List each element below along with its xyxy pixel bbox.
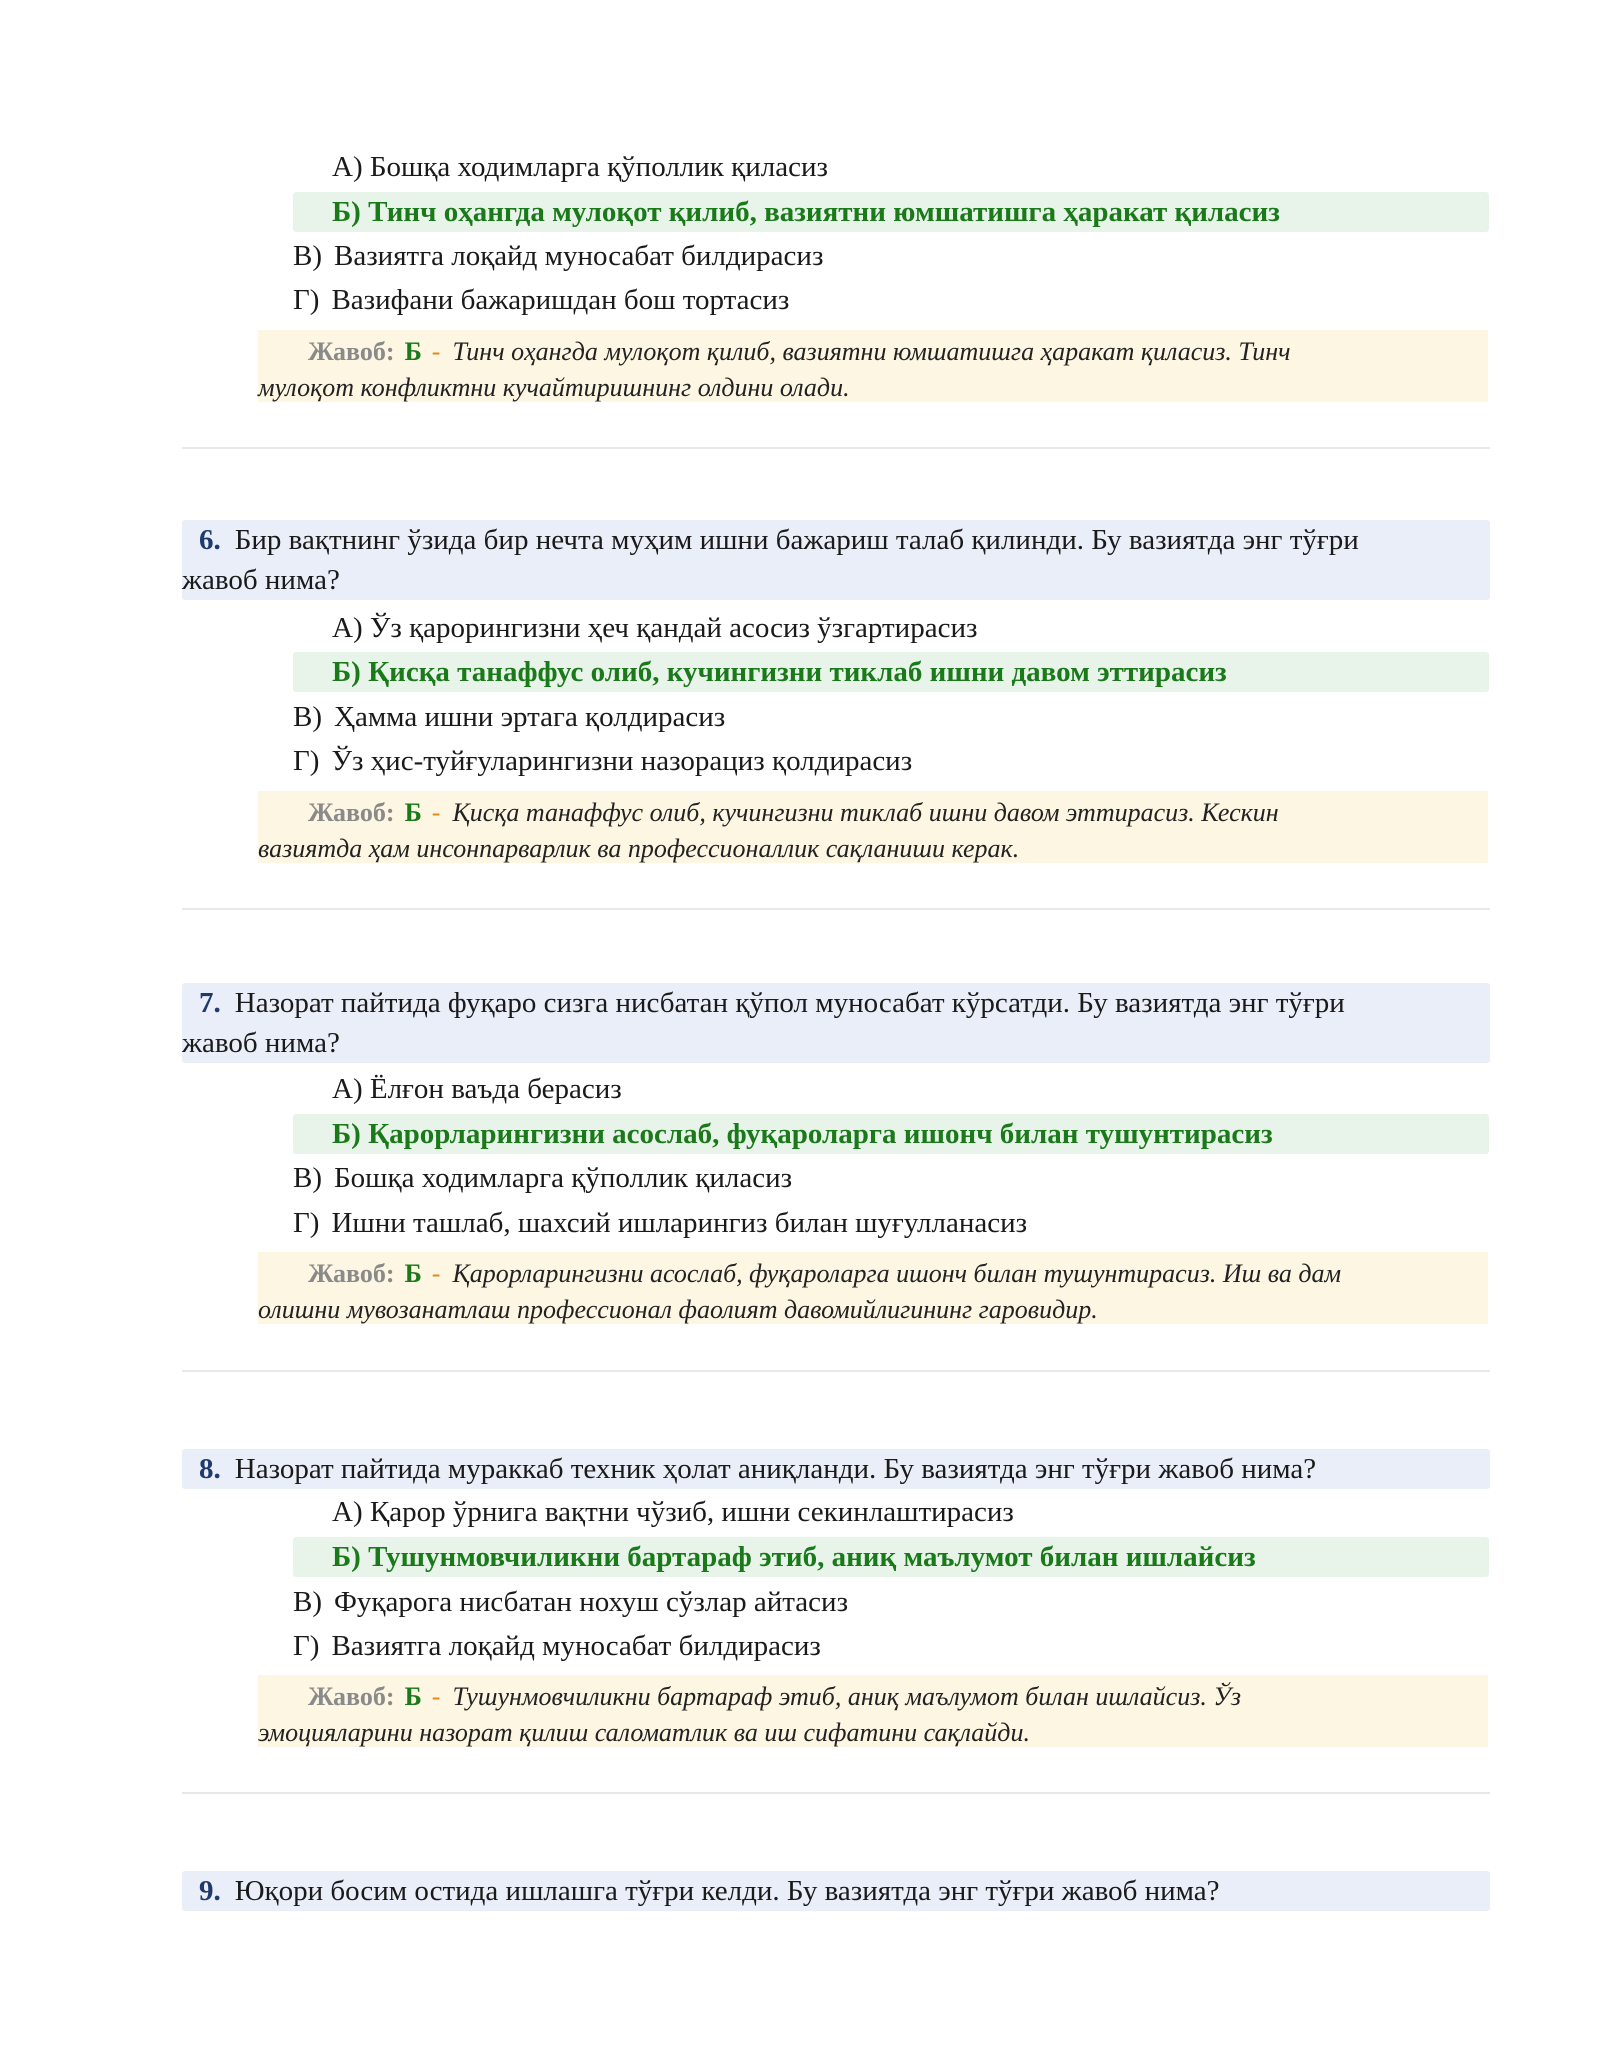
answer-letter: Б (404, 1682, 422, 1711)
option-letter: В) (293, 701, 322, 733)
option-text: Ишни ташлаб, шахсий ишларингиз билан шуғулланасиз (331, 1207, 1028, 1239)
option-g (293, 1203, 1027, 1243)
answer-text-line1: Қисқа танаффус олиб, кучингизни тиклаб ишни давом эттирасиз. Кескин (452, 798, 1279, 827)
question-number: 6. (199, 524, 221, 556)
option-a (332, 1492, 1014, 1532)
question-text-line1: Назорат пайтида фуқаро сизга нисбатан қўпол муносабат кўрсатди. Бу вазиятда энг тўғри (234, 987, 1345, 1019)
option-letter: Г) (293, 1630, 320, 1662)
option-a (332, 608, 977, 648)
answer-text-line2: эмоцияларини назорат қилиш саломатлик ва иш сифатини сақлайди. (258, 1718, 1030, 1747)
option-text: А) Бошқа ходимларга қўполлик қиласиз (332, 151, 828, 183)
option-text: Фуқарога нисбатан нохуш сўзлар айтасиз (334, 1586, 849, 1618)
option-v (293, 1158, 792, 1198)
option-g (293, 1626, 821, 1666)
question-text-line1: Назорат пайтида мураккаб техник ҳолат аниқланди. Бу вазиятда энг тўғри жавоб нима? (234, 1453, 1317, 1485)
question-text-line2: жавоб нима? (182, 1027, 340, 1059)
answer-letter: Б (404, 798, 422, 827)
answer-label: Жавоб: (308, 1682, 395, 1711)
answer-letter: Б (404, 337, 422, 366)
option-b-correct (293, 192, 1489, 232)
option-letter: В) (293, 1162, 322, 1194)
answer-label: Жавоб: (308, 1259, 395, 1288)
answer-text-line1: Тинч оҳангда мулоқот қилиб, вазиятни юмшатишга ҳаракат қиласиз. Тинч (452, 337, 1291, 366)
section-divider (182, 1370, 1490, 1372)
option-letter: Г) (293, 1207, 320, 1239)
option-a (332, 1069, 622, 1109)
option-text: А) Ёлғон ваъда берасиз (332, 1073, 622, 1105)
option-v (293, 236, 823, 276)
answer-text-line1: Тушунмовчиликни бартараф этиб, аниқ маълумот билан ишлайсиз. Ўз (452, 1682, 1241, 1711)
answer-letter: Б (404, 1259, 422, 1288)
option-text: Вазиятга лоқайд муносабат билдирасиз (331, 1630, 821, 1662)
section-divider (182, 1792, 1490, 1794)
option-letter: В) (293, 1586, 322, 1618)
option-text: Вазиятга лоқайд муносабат билдирасиз (334, 240, 824, 272)
answer-box (258, 330, 1488, 402)
answer-text-line1: Қарорларингизни асослаб, фуқароларга ишонч билан тушунтирасиз. Иш ва дам (452, 1259, 1342, 1288)
question-8-prompt (182, 1449, 1490, 1489)
question-text-line2: жавоб нима? (182, 564, 340, 596)
option-text: Бошқа ходимларга қўполлик қиласиз (334, 1162, 793, 1194)
answer-label: Жавоб: (308, 337, 395, 366)
answer-box (258, 1252, 1488, 1324)
answer-separator: - (431, 798, 441, 827)
option-text: Ҳамма ишни эртага қолдирасиз (334, 701, 726, 733)
option-b-correct (293, 1114, 1489, 1154)
answer-separator: - (431, 337, 441, 366)
question-9-prompt (182, 1871, 1490, 1911)
question-number: 9. (199, 1875, 221, 1907)
option-b-correct (293, 1537, 1489, 1577)
option-text: Б) Қисқа танаффус олиб, кучингизни тиклаб ишни давом эттирасиз (332, 656, 1227, 688)
option-letter: Г) (293, 745, 320, 777)
answer-text-line2: олишни мувозанатлаш профессионал фаолият давомийлигининг гаровидир. (258, 1295, 1098, 1324)
option-text: Вазифани бажаришдан бош тортасиз (331, 284, 790, 316)
section-divider (182, 908, 1490, 910)
answer-box (258, 1675, 1488, 1747)
question-number: 7. (199, 987, 221, 1019)
option-text: Б) Тушунмовчиликни бартараф этиб, аниқ маълумот билан ишлайсиз (332, 1541, 1256, 1573)
question-text-line1: Бир вақтнинг ўзида бир нечта муҳим ишни бажариш талаб қилинди. Бу вазиятда энг тўғри (234, 524, 1359, 556)
option-v (293, 1582, 848, 1622)
answer-text-line2: мулоқот конфликтни кучайтиришнинг олдини олади. (258, 373, 850, 402)
answer-separator: - (431, 1259, 441, 1288)
answer-label: Жавоб: (308, 798, 395, 827)
option-letter: В) (293, 240, 322, 272)
option-b-correct (293, 652, 1489, 692)
question-6-prompt (182, 520, 1490, 600)
option-v (293, 697, 725, 737)
option-letter: Г) (293, 284, 320, 316)
question-7-prompt (182, 983, 1490, 1063)
option-text: Б) Тинч оҳангда мулоқот қилиб, вазиятни юмшатишга ҳаракат қиласиз (332, 196, 1280, 228)
option-g (293, 280, 789, 320)
answer-box (258, 791, 1488, 863)
answer-text-line2: вазиятда ҳам инсонпарварлик ва профессионаллик сақланиши керак. (258, 834, 1020, 863)
question-number: 8. (199, 1453, 221, 1485)
option-g (293, 741, 912, 781)
option-text: Б) Қарорларингизни асослаб, фуқароларга ишонч билан тушунтирасиз (332, 1118, 1273, 1150)
option-text: Ўз ҳис-туйғуларингизни назорациз қолдирасиз (331, 745, 913, 777)
section-divider (182, 447, 1490, 449)
option-a (332, 147, 828, 187)
option-text: А) Ўз қарорингизни ҳеч қандай асосиз ўзгартирасиз (332, 612, 978, 644)
option-text: А) Қарор ўрнига вақтни чўзиб, ишни секинлаштирасиз (332, 1496, 1014, 1528)
answer-separator: - (431, 1682, 441, 1711)
question-text-line1: Юқори босим остида ишлашга тўғри келди. Бу вазиятда энг тўғри жавоб нима? (234, 1875, 1220, 1907)
